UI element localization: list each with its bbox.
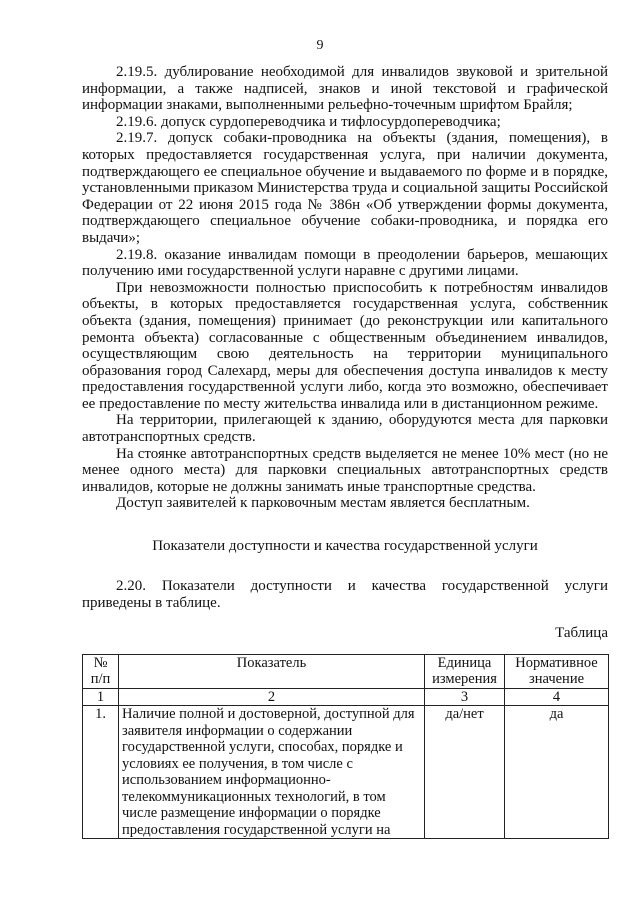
indicators-table [82,654,609,840]
paragraph-2-19-7: 2.19.7. допуск собаки-проводника на объекты (здания, помещения), в которых предоставляется государственная услуга, при наличии документа, подтверждающего ее специальное обучение и выдаваемого по форме и в порядке, установленными приказом Министерства труда и социальной защиты Российской Федерации от 22 июня 2015 года № 386н «Об утверждении формы документа, подтверждающего специальное обучение собаки-проводника, и порядка его выдачи»; [82,130,608,246]
document-body [82,64,608,839]
header-normative-value: Нормативное значение [505,654,609,688]
row-number: 1. [83,706,119,839]
header-indicator: Показатель [119,654,425,688]
table-caption: Таблица [555,625,608,642]
row-unit: да/нет [425,706,505,839]
header-unit: Единица измерения [425,654,505,688]
table-column-numbers-row [83,688,609,706]
paragraph-2-19-6: 2.19.6. допуск сурдопереводчика и тифлосурдопереводчика; [116,113,501,130]
section-heading: Показатели доступности и качества государственной услуги [152,538,538,555]
column-number-1: 1 [83,688,119,706]
paragraph-2-20: 2.20. Показатели доступности и качества государственной услуги приведены в таблице. [82,578,608,611]
paragraph-2-19-8: 2.19.8. оказание инвалидам помощи в преодолении барьеров, мешающих получению ими государственной услуги наравне с другими лицами. [82,246,608,280]
column-number-4: 4 [505,688,609,706]
page-number: 9 [316,38,324,53]
header-number: № п/п [83,654,119,688]
paragraph-parking-quota: На стоянке автотранспортных средств выделяется не менее 10% мест (но не менее одного места) для парковки специальных автотранспортных средств инвалидов, которые не должны занимать иные транспортные средства. [82,445,608,495]
table-header-row [83,654,609,688]
paragraph-2-19-5: 2.19.5. дублирование необходимой для инвалидов звуковой и зрительной информации, а также надписей, знаков и иной текстовой и графической информации знаками, выполненными рельефно-точечным шрифтом Брайля; [82,64,608,114]
paragraph-parking-area: На территории, прилегающей к зданию, оборудуются места для парковки автотранспортных средств. [82,412,608,446]
column-number-2: 2 [119,688,425,706]
row-indicator: Наличие полной и достоверной, доступной для заявителя информации о содержании государственной услуги, способах, порядке и условиях ее получения, в том числе с использованием информационно-телекоммуникационных технологий, в том числе размещение информации о порядке предоставления государственной услуги на [119,706,425,839]
row-normative-value: да [505,706,609,839]
paragraph-accessibility-measures: При невозможности полностью приспособить к потребностям инвалидов объекты, в которых предоставляется государственная услуга, собственник объекта (здания, помещения) принимает (до реконструкции или капитального ремонта объекта) согласованные с общественным объединением инвалидов, осуществляющим свою деятельность на территории муниципального образования город Салехард, меры для обеспечения доступа инвалидов к месту предоставления государственной услуги либо, когда это возможно, обеспечивает ее предоставление по месту жительства инвалида или в дистанционном режиме. [82,279,608,412]
table-row [83,706,609,839]
paragraph-parking-free: Доступ заявителей к парковочным местам является бесплатным. [116,495,530,512]
column-number-3: 3 [425,688,505,706]
